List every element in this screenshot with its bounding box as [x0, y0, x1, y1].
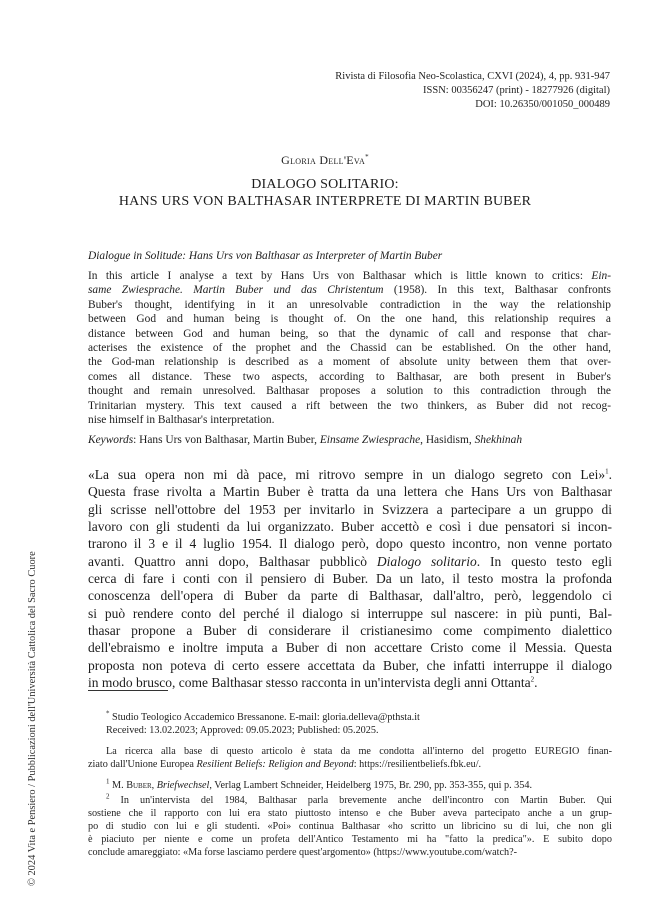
body-line: conoscenza dell'opera di Buber da parte di Balthasar, dall'altro, però, leggendolo ci: [88, 588, 612, 604]
keywords-label: Keywords: [88, 434, 134, 446]
author-line: [0, 153, 650, 168]
affiliation-note: [88, 711, 612, 737]
journal-citation: Rivista di Filosofia Neo-Scolastica, CXVI (2024), 4, pp. 931-947: [335, 71, 610, 82]
body-paragraph: [88, 466, 612, 691]
funding-line: ziato dall'Unione Europea Resilient Beliefs: Religion and Beyond: https://resilientbeliefs.fbk.eu/.: [88, 759, 482, 770]
body-line: thasar propone a Buber di considerare il cristianesimo come compimento dialettico: [88, 623, 612, 639]
abstract-line: the God-man relationship is described as a moment of absolute unity between them that over-: [88, 356, 611, 369]
abstract-line: same Zwiesprache. Martin Buber und das Christentum (1958). In this text, Balthasar confronts: [88, 284, 611, 297]
author-name: Gloria Dell'Eva: [281, 153, 366, 167]
abstract-line: thought and remain unresolved. Balthasar proposes a solution to this contradiction through the: [88, 385, 611, 398]
body-line: avanti. Quattro anni dopo, Balthasar pubblicò Dialogo solitario. In questo testo egli: [88, 553, 612, 569]
title-line-1: DIALOGO SOLITARIO:: [251, 177, 399, 192]
funding-note: [88, 745, 612, 771]
body-line: Questa frase rivolta a Martin Buber è tratta da una lettera che Hans Urs von Balthasar: [88, 484, 612, 500]
footnote-ref-2[interactable]: 2: [530, 675, 535, 684]
funding-line: La ricerca alla base di questo articolo è stata da me condotta all'interno del progetto EUREGIO finan-: [106, 746, 612, 757]
abstract-body: [88, 269, 611, 427]
footnote-line: $^2$ In un'intervista del 1984, Balthasar parla brevemente anche dell'incontro con Martin Buber. Qui: [106, 792, 613, 806]
doi-line: DOI: 10.26350/001050_000489: [475, 99, 610, 110]
footnote-separator: [88, 690, 168, 691]
footnote-line: conclude amareggiato: «Ma forse lasciamo perdere quest'argomento» (https://www.youtube.com/watch?-: [88, 847, 518, 858]
abstract-line: In this article I analyse a text by Hans Urs von Balthasar which is little known to critics: Ein-: [88, 270, 611, 282]
body-line: gli scrisse nell'ottobre del 1953 per invitarlo in Svizzera a partecipare a un gruppo di: [88, 501, 612, 517]
footnote-line: è piaciuto per niente e come un profeta dell'Antico Testamento mi ha "fatto la predica"». E subito dopo: [88, 834, 612, 845]
author-footnote-mark: *: [365, 153, 369, 161]
abstract-line: Trinitarian mystery. This text caused a rift between the two thinkers, as Buber did not recog-: [88, 399, 611, 412]
body-line: lavoro con gli studenti da lui organizzato. Buber accettò e così i due pensatori si incon-: [88, 519, 612, 535]
article-title: [0, 176, 650, 210]
footnote-line: $^1$ M. Buber, Briefwechsel, Verlag Lambert Schneider, Heidelberg 1975, Br. 290, pp. 353-355, qui p. 354.: [106, 777, 533, 791]
abstract-line: Buber's thought, identifying in it an unresolvable contradiction in the way the relationship: [88, 298, 611, 311]
keywords: Keywords: Hans Urs von Balthasar, Martin Buber, Einsame Zwiesprache, Hasidism, Shekhinah: [88, 434, 523, 446]
dates-line: Received: 13.02.2023; Approved: 09.05.2023; Published: 05.2025.: [106, 725, 379, 736]
footnote-1: [88, 779, 612, 792]
body-line: si può rendere conto del perché il dialogo si interruppe sul nascere: in più punti, Bal-: [88, 605, 612, 621]
abstract-title: Dialogue in Solitude: Hans Urs von Balthasar as Interpreter of Martin Buber: [88, 250, 443, 262]
body-line: cerca di fare i conti con il pensiero di Buber. Da un lato, il testo mostra la profonda: [88, 571, 612, 587]
abstract-line: acterises the existence of the prophet and the Chassid can be established. On the other hand,: [88, 341, 611, 354]
affiliation-line: * Studio Teologico Accademico Bressanone. E-mail: gloria.delleva@pthsta.it: [106, 709, 420, 723]
abstract-line: distance between God and human being, so that the dynamic of call and response that char-: [88, 327, 611, 340]
footnote-line: sostiene che il rapporto con lui era stato piuttosto intenso e che Buber aveva partecipato anche a un grup-: [88, 808, 612, 819]
footnote-2: [88, 794, 612, 859]
body-line: «La sua opera non mi dà pace, mi ritrovo sempre in un dialogo segreto con Lei»$^1$.: [88, 467, 612, 482]
footnote-line: po di studio con lui e gli studenti. «Poi» continua Balthasar «ho scritto un libricino su di lui, che non gli: [88, 821, 612, 832]
abstract-line: nise himself in Balthasar's interpretation.: [88, 413, 275, 426]
abstract-line: between God and human being is thought of. On the one hand, this relationship requires a: [88, 313, 611, 326]
body-line: proposta non poteva di certo essere accettata da Buber, che infatti interruppe il dialogo: [88, 657, 612, 673]
body-line: in modo brusco, come Balthasar stesso racconta in un'intervista degli anni Ottanta$^2$.: [88, 675, 538, 691]
body-line: dell'ebraismo e inoltre imputa a Buber di non accettare Cristo come il Messia. Questa: [88, 640, 612, 656]
title-line-2: HANS URS VON BALTHASAR INTERPRETE DI MARTIN BUBER: [118, 194, 532, 209]
issn-line: ISSN: 00356247 (print) - 18277926 (digital): [423, 85, 610, 96]
copyright-side-text: © 2024 Vita e Pensiero / Pubblicazioni dell'Università Cattolica del Sacro Cuore: [27, 551, 38, 886]
footnote-ref-1[interactable]: 1: [605, 467, 609, 476]
journal-header: [335, 70, 610, 112]
body-line: trarono il 3 e il 4 luglio 1954. Il dialogo però, dopo questo incontro, non venne portato: [88, 536, 612, 552]
abstract-line: comes all distance. These two aspects, according to Balthasar, are both present in Buber's: [88, 370, 611, 383]
